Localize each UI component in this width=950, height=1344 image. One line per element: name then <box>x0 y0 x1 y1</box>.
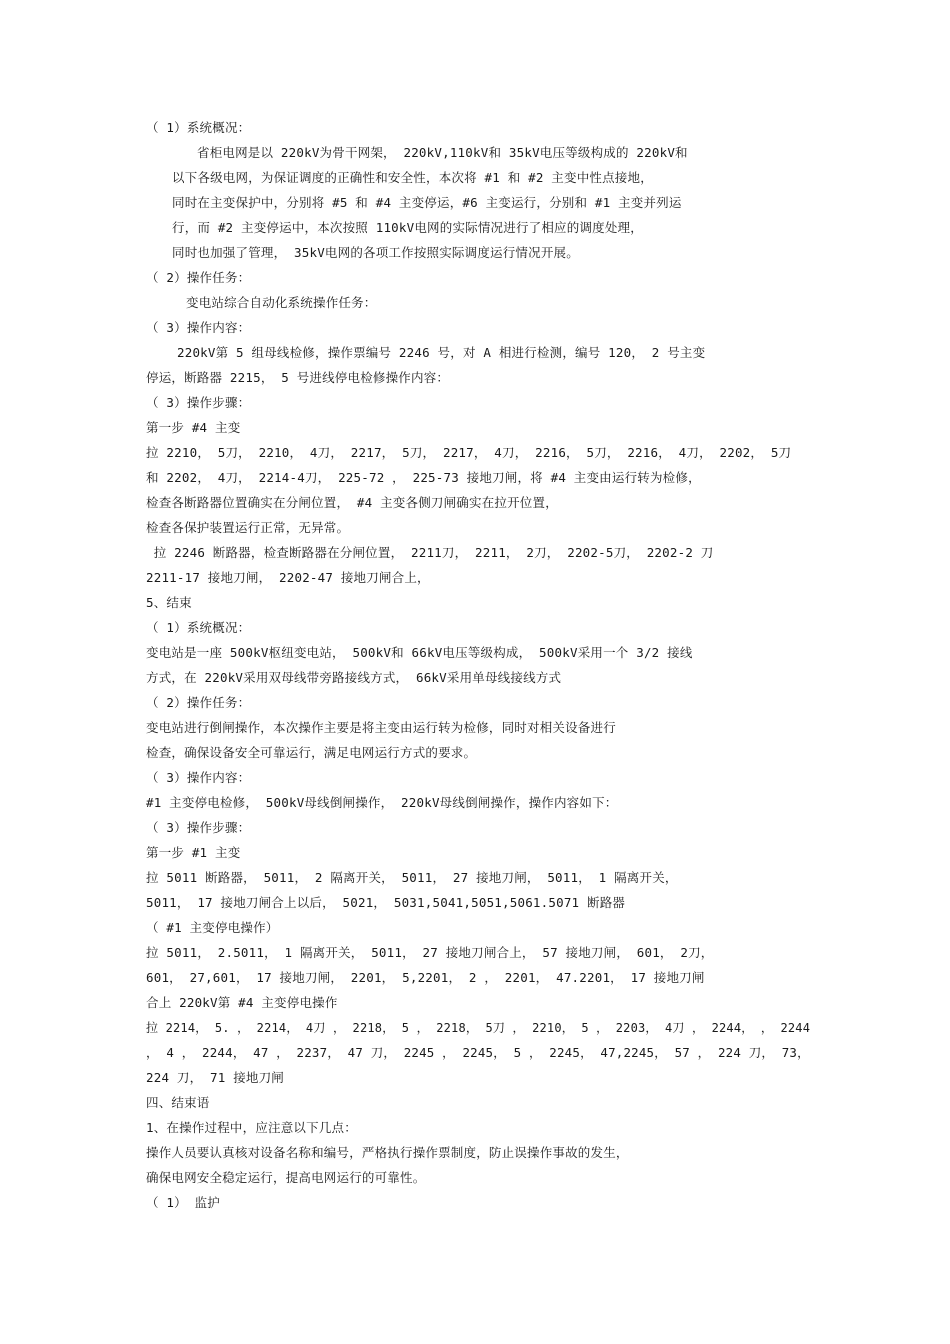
text-line-39: 224 刀， 71 接地刀闸 <box>146 1070 285 1085</box>
text-line-32: 5011， 17 接地刀闸合上以后， 5021， 5031,5041,5051,5061.5071 断路器 <box>146 895 626 910</box>
text-line-38: ， 4 ， 2244， 47 ， 2237， 47 刀， 2245 ， 2245， 5 ， 2245， 47,2245， 57 ， 224 刀， 73， <box>146 1045 810 1060</box>
text-line-27: （ 3）操作内容： <box>146 770 251 785</box>
text-line-11: 停运，断路器 2215， 5 号进线停电检修操作内容： <box>146 370 450 385</box>
text-line-1: （ 1）系统概况： <box>146 120 251 135</box>
text-line-15: 和 2202， 4刀， 2214-4刀， 225-72 ， 225-73 接地刀闸，将 #4 主变由运行转为检修， <box>146 470 701 485</box>
text-line-23: 方式，在 220kV采用双母线带旁路接线方式， 66kV采用单母线接线方式 <box>146 670 562 685</box>
text-line-37: 拉 2214， 5. ， 2214， 4刀 ， 2218， 5 ， 2218， 5刀 ， 2210， 5 ， 2203， 4刀 ， 2244， ， 2244 <box>146 1020 811 1035</box>
text-line-7: （ 2）操作任务： <box>146 270 251 285</box>
text-line-26: 检查，确保设备安全可靠运行，满足电网运行方式的要求。 <box>146 745 477 760</box>
text-line-44: （ 1） 监护 <box>146 1195 220 1210</box>
text-line-31: 拉 5011 断路器， 5011， 2 隔离开关， 5011， 27 接地刀闸， 5011， 1 隔离开关， <box>146 870 678 885</box>
text-line-43: 确保电网安全稳定运行，提高电网运行的可靠性。 <box>146 1170 426 1185</box>
text-line-35: 601， 27,601， 17 接地刀闸， 2201， 5,2201， 2 ， 2201， 47.2201， 17 接地刀闸 <box>146 970 705 985</box>
text-line-2: 省柜电网是以 220kV为骨干网架， 220kV,110kV和 35kV电压等级构成的 220kV和 <box>197 145 688 160</box>
text-line-41: 1、在操作过程中，应注意以下几点： <box>146 1120 357 1135</box>
text-line-22: 变电站是一座 500kV枢纽变电站， 500kV和 66kV电压等级构成， 500kV采用一个 3/2 接线 <box>146 645 693 660</box>
text-line-29: （ 3）操作步骤： <box>146 820 251 835</box>
text-line-4: 同时在主变保护中，分别将 #5 和 #4 主变停运，#6 主变运行，分别和 #1 主变并列运 <box>172 195 682 210</box>
text-line-16: 检查各断路器位置确实在分闸位置， #4 主变各侧刀闸确实在拉开位置， <box>146 495 558 510</box>
text-line-40: 四、结束语 <box>146 1095 210 1110</box>
text-line-5: 行，而 #2 主变停运中，本次按照 110kV电网的实际情况进行了相应的调度处理， <box>172 220 643 235</box>
text-line-24: （ 2）操作任务： <box>146 695 251 710</box>
text-line-9: （ 3）操作内容： <box>146 320 251 335</box>
text-line-34: 拉 5011， 2.5011， 1 隔离开关， 5011， 27 接地刀闸合上， 57 接地刀闸， 601， 2刀， <box>146 945 714 960</box>
text-line-19: 2211-17 接地刀闸， 2202-47 接地刀闸合上， <box>146 570 430 585</box>
text-line-13: 第一步 #4 主变 <box>146 420 241 435</box>
text-line-18: 拉 2246 断路器，检查断路器在分闸位置， 2211刀， 2211， 2刀， 2202-5刀， 2202-2 刀 <box>146 545 714 560</box>
text-line-10: 220kV第 5 组母线检修，操作票编号 2246 号，对 A 相进行检测，编号 120， 2 号主变 <box>177 345 706 360</box>
text-line-25: 变电站进行倒闸操作，本次操作主要是将主变由运行转为检修，同时对相关设备进行 <box>146 720 616 735</box>
text-line-20: 5、结束 <box>146 595 192 610</box>
text-line-36: 合上 220kV第 #4 主变停电操作 <box>146 995 338 1010</box>
text-line-33: （ #1 主变停电操作） <box>146 920 279 935</box>
text-line-17: 检查各保护装置运行正常，无异常。 <box>146 520 350 535</box>
text-line-42: 操作人员要认真核对设备名称和编号，严格执行操作票制度，防止误操作事故的发生， <box>146 1145 629 1160</box>
text-line-30: 第一步 #1 主变 <box>146 845 241 860</box>
text-line-8: 变电站综合自动化系统操作任务： <box>186 295 377 310</box>
text-line-3: 以下各级电网，为保证调度的正确性和安全性，本次将 #1 和 #2 主变中性点接地， <box>172 170 653 185</box>
text-line-14: 拉 2210， 5刀， 2210， 4刀， 2217， 5刀， 2217， 4刀， 2216， 5刀， 2216， 4刀， 2202， 5刀 <box>146 445 792 460</box>
text-line-21: （ 1）系统概况： <box>146 620 251 635</box>
text-line-28: #1 主变停电检修， 500kV母线倒闸操作， 220kV母线倒闸操作，操作内容如下： <box>146 795 618 810</box>
text-line-12: （ 3）操作步骤： <box>146 395 251 410</box>
text-line-6: 同时也加强了管理， 35kV电网的各项工作按照实际调度运行情况开展。 <box>172 245 579 260</box>
